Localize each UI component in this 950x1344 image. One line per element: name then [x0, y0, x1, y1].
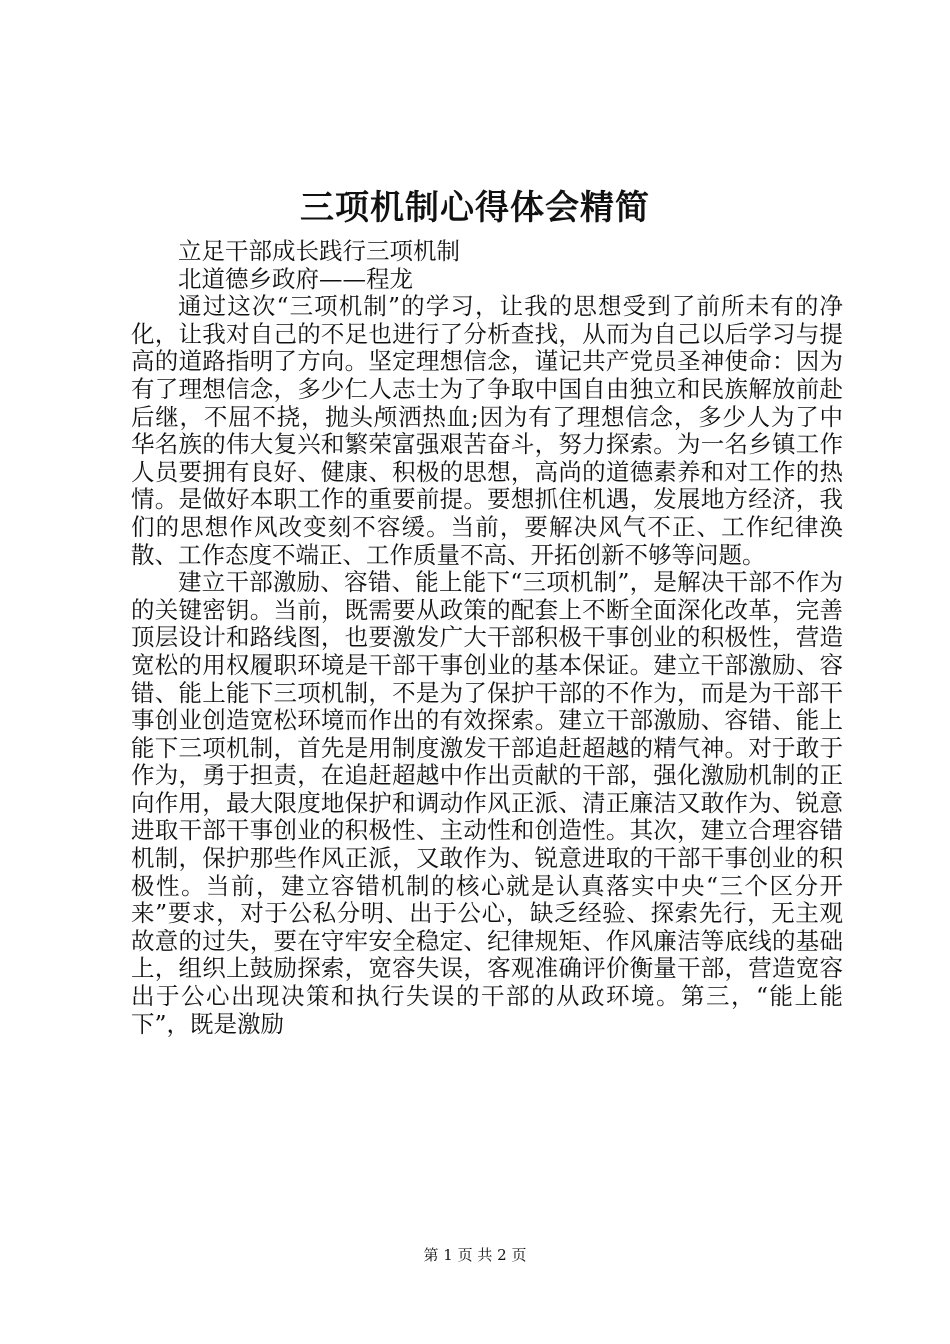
author-line: 北道德乡政府——程龙 [178, 264, 413, 293]
body-paragraph: 通过这次“三项机制”的学习，让我的思想受到了前所未有的净化，让我对自己的不足也进行了分析查找，从而为自己以后学习与提高的道路指明了方向。坚定理想信念，谨记共产党员圣神使命：因为有了理想信念，多少仁人志士为了争取中国自由独立和民族解放前赴后继，不屈不挠，抛头颅洒热血;因为有了理想信念，多少人为了中华名族的伟大复兴和繁荣富强艰苦奋斗，努力探索。为一名乡镇工作人员要拥有良好、健康、积极的思想，高尚的道德素养和对工作的热情。是做好本职工作的重要前提。要想抓住机遇，发展地方经济，我们的思想作风改变刻不容缓。当前，要解决风气不正、工作纪律涣散、工作态度不端正、工作质量不高、开拓创新不够等问题。 [131, 292, 843, 569]
page-footer: 第 1 页 共 2 页 [423, 1246, 527, 1264]
document-body [131, 238, 843, 1038]
body-paragraph: 建立干部激励、容错、能上能下“三项机制”，是解决干部不作为的关键密钥。当前，既需要从政策的配套上不断全面深化改革，完善顶层设计和路线图，也要激发广大干部积极干事创业的积极性，营造宽松的用权履职环境是干部干事创业的基本保证。建立干部激励、容错、能上能下三项机制，不是为了保护干部的不作为，而是为干部干事创业创造宽松环境而作出的有效探索。建立干部激励、容错、能上能下三项机制，首先是用制度激发干部追赶超越的精气神。对于敢于作为，勇于担责，在追赶超越中作出贡献的干部，强化激励机制的正向作用，最大限度地保护和调动作风正派、清正廉洁又敢作为、锐意进取干部干事创业的积极性、主动性和创造性。其次，建立合理容错机制，保护那些作风正派，又敢作为、锐意进取的干部干事创业的积极性。当前，建立容错机制的核心就是认真落实中央“三个区分开来”要求，对于公私分明、出于公心，缺乏经验、探索先行，无主观故意的过失，要在守牢安全稳定、纪律规矩、作风廉洁等底线的基础上，组织上鼓励探索，宽容失误，客观准确评价衡量干部，营造宽容出于公心出现决策和执行失误的干部的从政环境。第三，“能上能下”，既是激励 [131, 568, 843, 1038]
document-title: 三项机制心得体会精简 [300, 188, 650, 228]
subtitle-line: 立足干部成长践行三项机制 [178, 237, 460, 265]
